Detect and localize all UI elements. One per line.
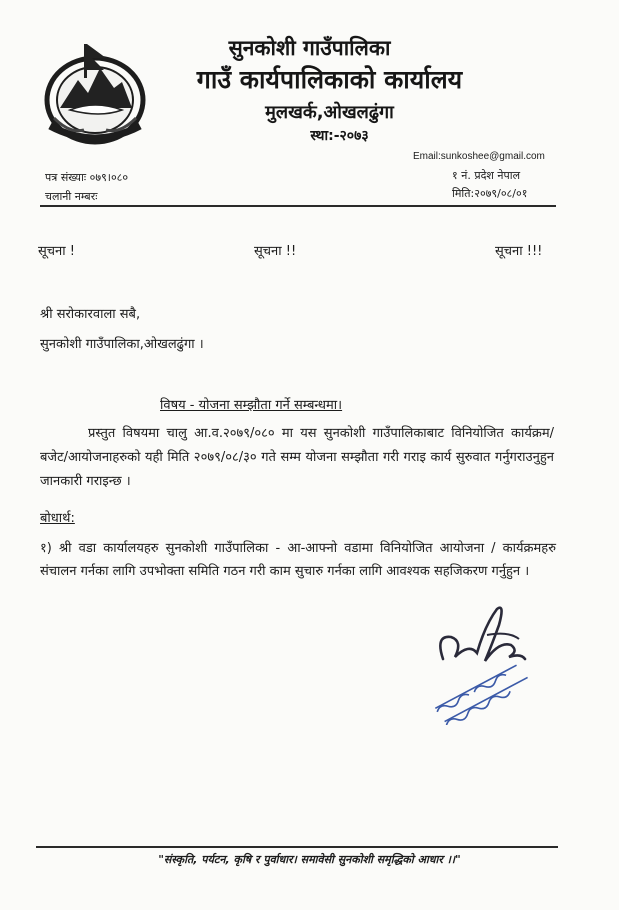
office-name: गाउँ कार्यपालिकाको कार्यालय [196,65,463,94]
email-address: Email:sunkoshee@gmail.com [413,151,545,162]
established-year: स्था:-२०७३ [310,128,369,144]
notice-heading-3: सूचना !!! [495,244,543,259]
recipient-address: सुनकोशी गाउँपालिका,ओखलढुंगा । [40,337,204,352]
instruction-point: १) श्री वडा कार्यालयहरु सुनकोशी गाउँपालिका - आ-आफ्नो वडामा विनियोजित आयोजना / कार्यक्रमहरु संचालन गर्नका लागि उपभोक्ता समिति गठन गरी काम सुचारु गर्नका लागि आवश्यक सहजिकरण गर्नुहुन । [40,541,556,579]
dispatch-number: चलानी नम्बरः [45,190,98,203]
instructions-label: बोधार्थ: [40,511,75,526]
letter-date: मिति:२०७९/०८/०१ [452,187,528,200]
letter-body [40,422,554,494]
notice-heading-1: सूचना ! [38,244,75,259]
footer-motto: "संस्कृति, पर्यटन, कृषि र पुर्वाधार। समावेसी सुनकोशी समृद्धिको आधार ।।" [158,853,461,866]
body-paragraph: प्रस्तुत विषयमा चालु आ.व.२०७९/०८० मा यस सुनकोशी गाउँपालिकाबाट विनियोजित कार्यक्रम/बजेट/आयोजनाहरुको यही मिति २०७९/०८/३० गते सम्म योजना सम्झौता गरी गराइ कार्य सुरुवात गर्नुगराउनुहुन जानकारी गराइन्छ । [40,426,554,489]
signature-stamp-icon [425,595,545,725]
municipality-name: सुनकोशी गाउँपालिका [228,36,391,60]
province-label: १ नं. प्रदेश नेपाल [452,169,521,182]
letter-subject: विषय - योजना सम्झौता गर्ने सम्बन्धमा। [160,398,343,413]
recipient-line: श्री सरोकारवाला सबै, [40,307,141,322]
letter-number: पत्र संख्याः ०७९।०८० [45,171,129,184]
header-divider [40,205,556,207]
footer-divider [36,846,558,848]
office-location: मुलखर्क,ओखलढुंगा [265,102,394,123]
notice-heading-2: सूचना !! [254,244,297,259]
